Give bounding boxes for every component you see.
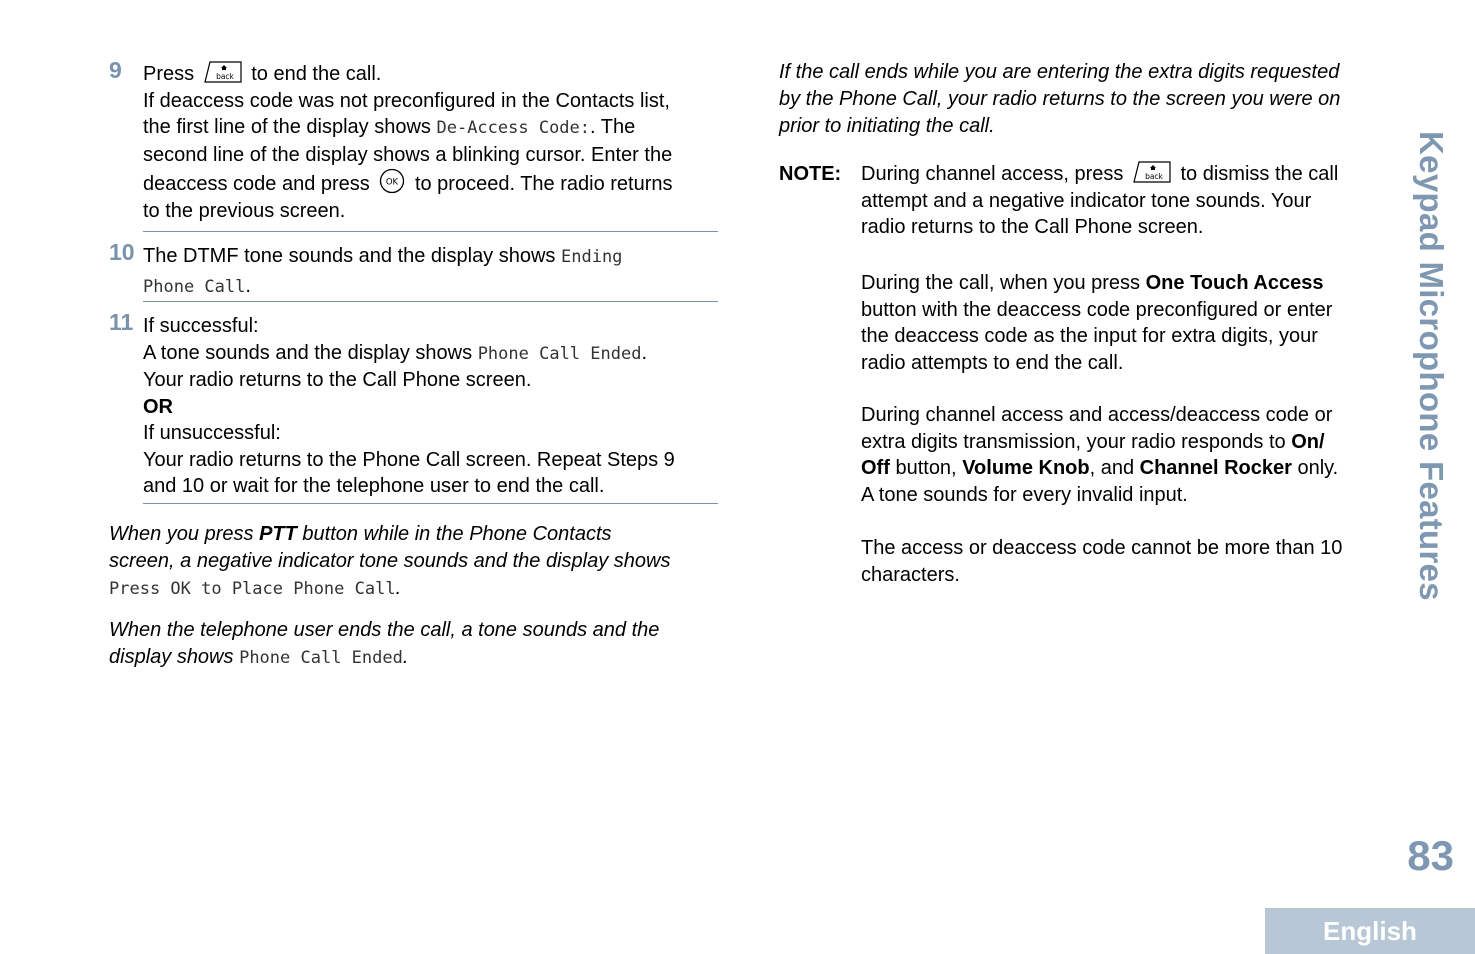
note-paragraph-4: The access or deaccess code cannot be more than 10 characters. bbox=[861, 537, 1343, 586]
ptt-note: When you press PTT button while in the Phone Contacts screen, a negative indicator tone sounds and the display shows Press OK to Place Phone Call. bbox=[109, 523, 671, 599]
step-line: Press back to end the call. bbox=[143, 61, 718, 88]
display-text: Phone Call Ended bbox=[477, 343, 642, 364]
note-paragraph-2: During the call, when you press One Touch Access button with the deaccess code preconfigured or enter the deaccess code as the input for extra digits, your radio attempts to end the call. bbox=[861, 272, 1333, 374]
note-paragraph-3: During channel access and access/deaccess code or extra digits transmission, your radio responds to On/ Off button, Volume Knob, and Channel Rocker only. A tone sounds for every invalid input. bbox=[861, 404, 1339, 506]
note-paragraph-1: During channel access, press back to dismiss the call attempt and a negative indicator tone sounds. Your radio returns to the Call Phone screen. bbox=[861, 161, 1386, 241]
step-9: 9 Press back to end the call. If deaccess code was not preconfigured in the Contacts list, the first line of the display shows De-Access Code:. The second line of the display shows a blinking cursor. Enter the deaccess code and press OK to proceed. The radio returns to the previous screen. bbox=[109, 61, 718, 224]
display-text: Ending bbox=[561, 247, 623, 267]
home-back-key-icon bbox=[1133, 161, 1171, 183]
display-text: Phone Call bbox=[143, 276, 246, 297]
display-text: Phone Call Ended bbox=[239, 648, 403, 668]
divider bbox=[143, 301, 718, 302]
svg-text:OK: OK bbox=[386, 177, 399, 188]
call-ended-note: When the telephone user ends the call, a tone sounds and the display shows Phone Call Ended. bbox=[109, 619, 660, 668]
section-side-title: Keypad Microphone Features bbox=[1413, 130, 1450, 601]
note-label: NOTE: bbox=[779, 163, 842, 185]
svg-text:back: back bbox=[215, 71, 234, 81]
display-text: Press OK to Place Phone Call bbox=[109, 579, 396, 599]
divider bbox=[143, 231, 718, 232]
home-back-key-icon bbox=[204, 61, 242, 83]
language-tab: English bbox=[1265, 908, 1475, 954]
step-number: 11 bbox=[109, 309, 134, 335]
step-10: 10 The DTMF tone sounds and the display shows Ending Phone Call. bbox=[109, 239, 623, 297]
divider bbox=[143, 503, 718, 504]
step-number: 9 bbox=[109, 57, 122, 83]
ok-key-icon bbox=[379, 168, 405, 194]
step-11: 11 If successful: A tone sounds and the display shows Phone Call Ended. Your radio returns to the Call Phone screen. OR If unsuccessful: Your radio returns to the Phone Call screen. Repeat Steps 9 and 10 or wait for the telephone user to end the call. bbox=[109, 309, 675, 497]
svg-text:back: back bbox=[1145, 171, 1163, 181]
display-text: De-Access Code: bbox=[436, 118, 591, 138]
page-number: 83 bbox=[1407, 832, 1454, 879]
call-ends-note: If the call ends while you are entering the extra digits requested by the Phone Call, your radio returns to the screen you were on prior to initiating the call. bbox=[779, 61, 1341, 137]
step-number: 10 bbox=[109, 239, 135, 265]
